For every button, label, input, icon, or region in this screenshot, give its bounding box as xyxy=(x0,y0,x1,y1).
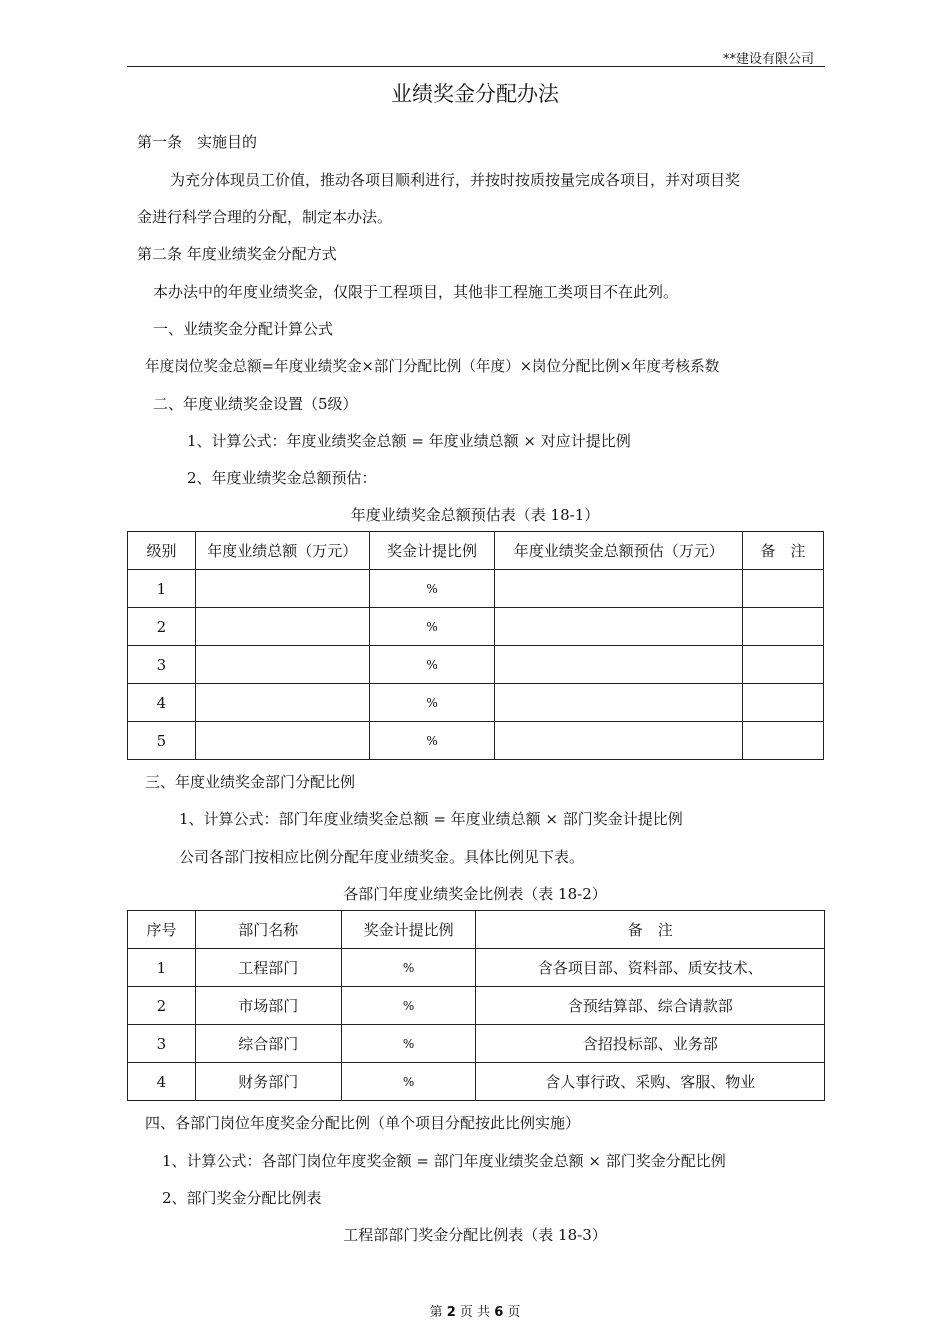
table-cell: 2 xyxy=(128,987,196,1025)
section3-heading: 三、年度业绩奖金部门分配比例 xyxy=(145,773,356,791)
table1-header-cell: 年度业绩总额（万元） xyxy=(195,532,369,570)
table-cell xyxy=(495,684,743,722)
table-cell: 市场部门 xyxy=(195,987,341,1025)
table-cell: % xyxy=(341,987,476,1025)
table2-header-cell: 序号 xyxy=(128,911,196,949)
footer-total-pages: 6 xyxy=(494,1305,504,1320)
table2 xyxy=(127,910,825,1101)
section1-formula: 年度岗位奖金总额=年度业绩奖金×部门分配比例（年度）×岗位分配比例×年度考核系数 xyxy=(145,358,720,375)
article1-body-line1: 为充分体现员工价值，推动各项目顺利进行，并按时按质按量完成各项目，并对项目奖 xyxy=(170,171,741,189)
table-cell: % xyxy=(341,949,476,987)
table-cell xyxy=(195,570,369,608)
table-cell xyxy=(743,608,824,646)
table-row xyxy=(128,1025,825,1063)
section1-heading: 一、业绩奖金分配计算公式 xyxy=(153,320,334,338)
table-cell: % xyxy=(369,722,495,760)
table-cell: 工程部门 xyxy=(195,949,341,987)
table-cell: 3 xyxy=(128,646,196,684)
footer-prefix: 第 xyxy=(429,1305,443,1320)
table3-caption: 工程部部门奖金分配比例表（表 18-3） xyxy=(343,1226,607,1244)
section4-item1: 1、计算公式：各部门岗位年度奖金额 = 部门年度业绩奖金总额 × 部门奖金分配比例 xyxy=(162,1152,726,1170)
table2-header-cell: 奖金计提比例 xyxy=(341,911,476,949)
table-row xyxy=(128,684,824,722)
footer-suffix: 页 xyxy=(507,1305,521,1320)
table-cell xyxy=(495,646,743,684)
table-row xyxy=(128,722,824,760)
table-row xyxy=(128,987,825,1025)
table-row xyxy=(128,608,824,646)
table2-header-row xyxy=(128,911,825,949)
table-cell: 4 xyxy=(128,1063,196,1101)
footer-mid: 页 共 xyxy=(459,1305,491,1320)
table-cell xyxy=(743,722,824,760)
table-cell: 4 xyxy=(128,684,196,722)
table-row xyxy=(128,646,824,684)
table-cell: 5 xyxy=(128,722,196,760)
table-cell: 含预结算部、综合请款部 xyxy=(476,987,825,1025)
table-cell xyxy=(495,722,743,760)
table-cell: % xyxy=(369,608,495,646)
article2-intro: 本办法中的年度业绩奖金，仅限于工程项目，其他非工程施工类项目不在此列。 xyxy=(153,283,679,301)
table-row xyxy=(128,949,825,987)
section2-item1: 1、计算公式：年度业绩奖金总额 = 年度业绩总额 × 对应计提比例 xyxy=(187,432,631,450)
section4-item2: 2、部门奖金分配比例表 xyxy=(162,1189,322,1207)
article2-heading: 第二条 年度业绩奖金分配方式 xyxy=(137,245,337,263)
section3-note: 公司各部门按相应比例分配年度业绩奖金。具体比例见下表。 xyxy=(179,848,585,866)
table-cell xyxy=(495,570,743,608)
table1-header-cell: 级别 xyxy=(128,532,196,570)
table-cell: 综合部门 xyxy=(195,1025,341,1063)
table-row xyxy=(128,1063,825,1101)
table-cell: 1 xyxy=(128,949,196,987)
table1-header-cell: 备 注 xyxy=(743,532,824,570)
section2-item2: 2、年度业绩奖金总额预估： xyxy=(187,469,377,487)
table-cell: % xyxy=(341,1025,476,1063)
table-cell xyxy=(195,722,369,760)
table1 xyxy=(127,531,824,760)
table-cell: 含招投标部、业务部 xyxy=(476,1025,825,1063)
table-cell xyxy=(195,608,369,646)
table-cell xyxy=(195,684,369,722)
article1-heading: 第一条 实施目的 xyxy=(137,133,258,151)
table2-header-cell: 备 注 xyxy=(476,911,825,949)
section4-heading: 四、各部门岗位年度奖金分配比例（单个项目分配按此比例实施） xyxy=(145,1114,581,1132)
page-title: 业绩奖金分配办法 xyxy=(391,82,559,106)
table-cell xyxy=(743,684,824,722)
article1-body-line2: 金进行科学合理的分配，制定本办法。 xyxy=(137,208,393,226)
table-cell xyxy=(195,646,369,684)
header-rule xyxy=(127,66,825,67)
table-cell: % xyxy=(369,646,495,684)
section3-item1: 1、计算公式：部门年度业绩奖金总额 = 年度业绩总额 × 部门奖金计提比例 xyxy=(179,810,683,828)
table-cell: 含各项目部、资料部、质安技术、 xyxy=(476,949,825,987)
table1-header-cell: 年度业绩奖金总额预估（万元） xyxy=(495,532,743,570)
footer-page-number: 2 xyxy=(446,1305,456,1320)
table-cell: 1 xyxy=(128,570,196,608)
table-cell: % xyxy=(341,1063,476,1101)
table-cell: 3 xyxy=(128,1025,196,1063)
table-cell xyxy=(743,570,824,608)
table2-header-cell: 部门名称 xyxy=(195,911,341,949)
table-cell xyxy=(743,646,824,684)
page-footer xyxy=(0,1301,950,1320)
section2-heading: 二、年度业绩奖金设置（5级） xyxy=(153,395,358,413)
table-cell xyxy=(495,608,743,646)
table1-header-row xyxy=(128,532,824,570)
table-cell: 2 xyxy=(128,608,196,646)
table-cell: 财务部门 xyxy=(195,1063,341,1101)
table1-caption: 年度业绩奖金总额预估表（表 18-1） xyxy=(350,506,600,524)
table-cell: % xyxy=(369,684,495,722)
table-cell: % xyxy=(369,570,495,608)
table-row xyxy=(128,570,824,608)
header-company: **建设有限公司 xyxy=(722,52,814,67)
table2-caption: 各部门年度业绩奖金比例表（表 18-2） xyxy=(343,885,607,903)
table-cell: 含人事行政、采购、客服、物业 xyxy=(476,1063,825,1101)
table1-header-cell: 奖金计提比例 xyxy=(369,532,495,570)
